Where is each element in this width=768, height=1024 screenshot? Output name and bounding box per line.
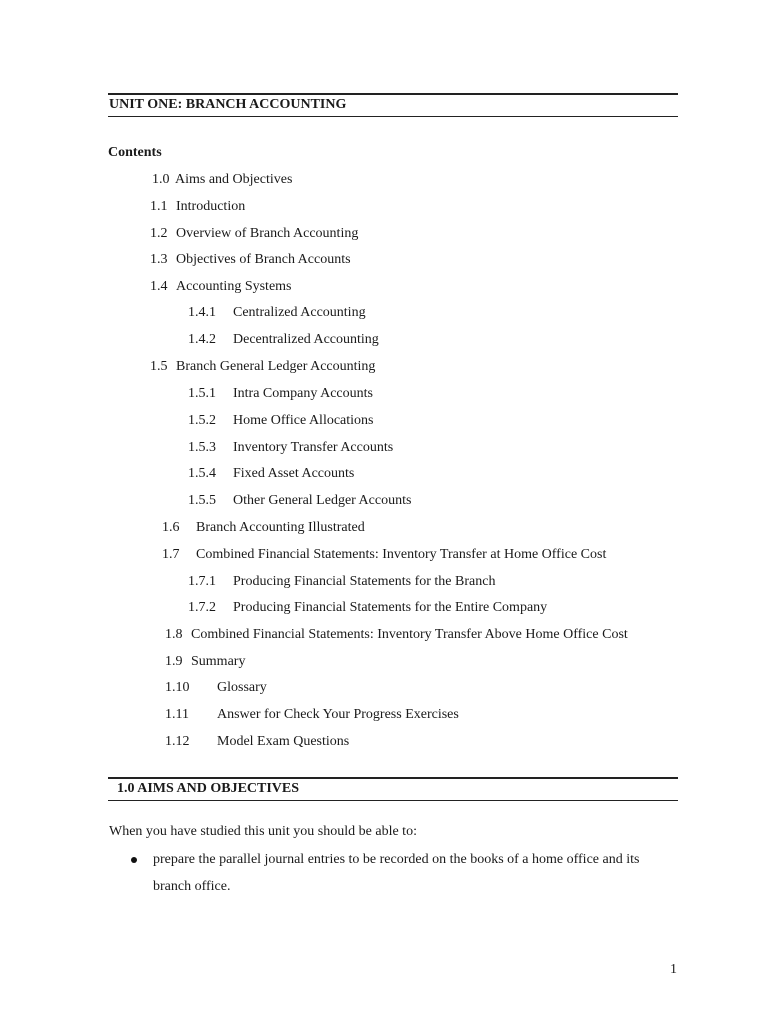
- heading-bottom-rule: [108, 116, 678, 117]
- toc-entry: Aims and Objectives: [175, 172, 293, 187]
- unit-heading: UNIT ONE: BRANCH ACCOUNTING: [109, 97, 347, 112]
- page-number: 1: [670, 962, 677, 977]
- toc-number: 1.0: [152, 172, 170, 187]
- toc-entry: Answer for Check Your Progress Exercises: [217, 707, 459, 722]
- toc-number: 1.5.3: [188, 440, 216, 455]
- toc-number: 1.6: [162, 520, 180, 535]
- intro-paragraph: When you have studied this unit you should be able to:: [109, 824, 417, 839]
- toc-number: 1.7.2: [188, 600, 216, 615]
- toc-entry: Home Office Allocations: [233, 413, 374, 428]
- toc-number: 1.3: [150, 252, 168, 267]
- heading-top-rule: [108, 93, 678, 95]
- bullet-icon: [131, 857, 137, 863]
- toc-number: 1.7: [162, 547, 180, 562]
- toc-entry: Summary: [191, 654, 246, 669]
- list-item: prepare the parallel journal entries to be recorded on the books of a home office and its: [153, 852, 640, 867]
- toc-number: 1.4.2: [188, 332, 216, 347]
- toc-number: 1.4: [150, 279, 168, 294]
- section-top-rule: [108, 777, 678, 779]
- toc-entry: Objectives of Branch Accounts: [176, 252, 351, 267]
- toc-entry: Introduction: [176, 199, 246, 214]
- toc-number: 1.4.1: [188, 305, 216, 320]
- toc-entry: Overview of Branch Accounting: [176, 226, 359, 241]
- toc-number: 1.12: [165, 734, 190, 749]
- toc-entry: Producing Financial Statements for the Entire Company: [233, 600, 548, 615]
- toc-entry: Combined Financial Statements: Inventory Transfer Above Home Office Cost: [191, 627, 628, 642]
- toc-entry: Producing Financial Statements for the Branch: [233, 574, 496, 589]
- toc-number: 1.5: [150, 359, 168, 374]
- toc-number: 1.7.1: [188, 574, 216, 589]
- toc-number: 1.11: [165, 707, 189, 722]
- toc-entry: Accounting Systems: [176, 279, 292, 294]
- contents-label: Contents: [108, 145, 162, 160]
- section-bottom-rule: [108, 800, 678, 801]
- toc-entry: Glossary: [217, 680, 267, 695]
- toc-number: 1.9: [165, 654, 183, 669]
- toc-entry: Branch Accounting Illustrated: [196, 520, 365, 535]
- section-heading: 1.0 AIMS AND OBJECTIVES: [117, 781, 300, 796]
- list-item-continuation: branch office.: [153, 879, 231, 894]
- toc-entry: Branch General Ledger Accounting: [176, 359, 376, 374]
- toc-number: 1.1: [150, 199, 168, 214]
- toc-entry: Decentralized Accounting: [233, 332, 379, 347]
- toc-entry: Inventory Transfer Accounts: [233, 440, 394, 455]
- toc-number: 1.5.4: [188, 466, 216, 481]
- toc-number: 1.5.2: [188, 413, 216, 428]
- toc-number: 1.8: [165, 627, 183, 642]
- toc-entry: Centralized Accounting: [233, 305, 366, 320]
- toc-number: 1.5.1: [188, 386, 216, 401]
- toc-entry: Fixed Asset Accounts: [233, 466, 355, 481]
- toc-entry: Combined Financial Statements: Inventory Transfer at Home Office Cost: [196, 547, 607, 562]
- toc-number: 1.2: [150, 226, 168, 241]
- toc-number: 1.5.5: [188, 493, 216, 508]
- toc-entry: Other General Ledger Accounts: [233, 493, 412, 508]
- toc-number: 1.10: [165, 680, 190, 695]
- toc-entry: Intra Company Accounts: [233, 386, 373, 401]
- toc-entry: Model Exam Questions: [217, 734, 350, 749]
